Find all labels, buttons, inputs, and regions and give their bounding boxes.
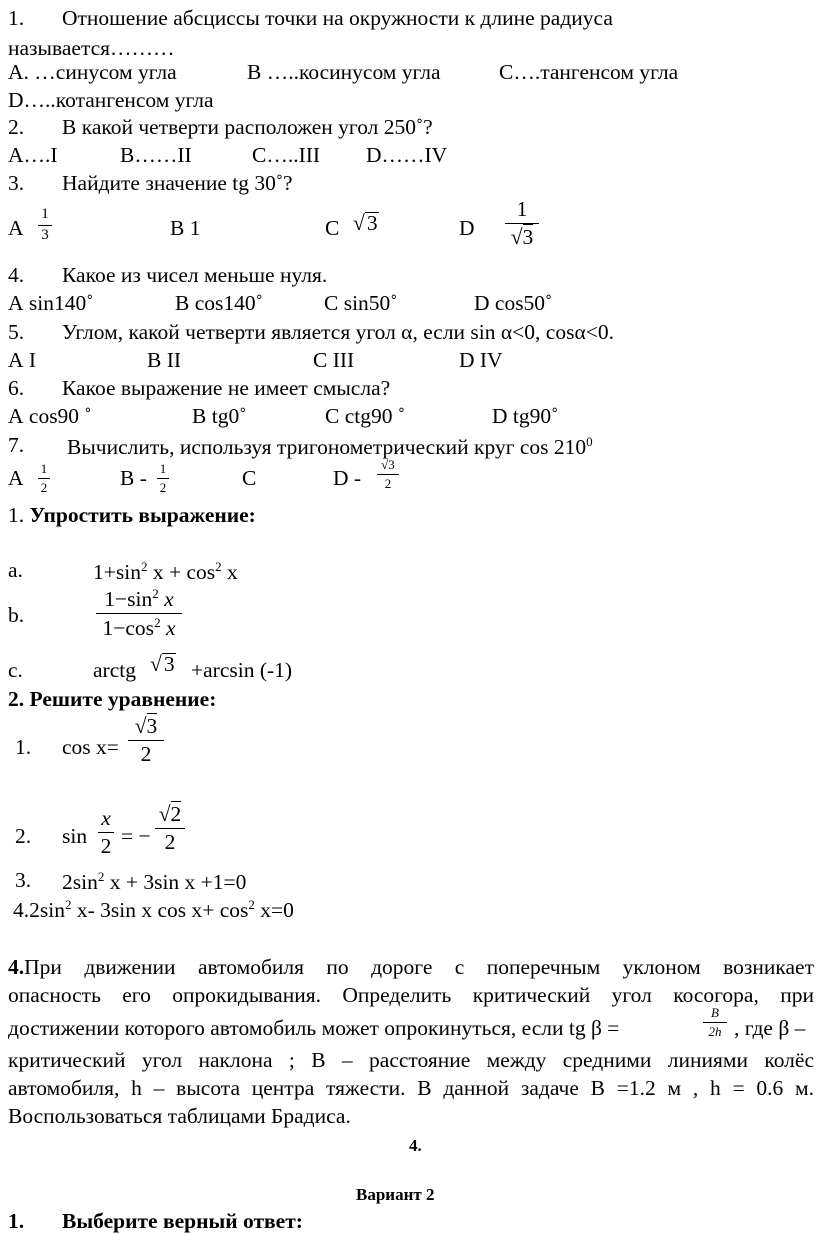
simplify-c-prefix: arctg [93,658,136,682]
simplify-c-suffix: +arcsin (-1) [191,658,293,682]
q7-option-a-label: А [8,466,24,490]
fraction-denominator: 2 [384,475,392,491]
q3-option-c-sqrt [353,212,379,235]
q3-text: Найдите значение tg 30˚? [62,171,293,195]
fraction-bar [128,740,164,741]
q1-option-a: А. …синусом угла [8,60,177,84]
q4-option-b: В cos140˚ [175,291,263,315]
q6-number: 6. [8,376,25,400]
q2-text: В какой четверти расположен угол 250˚? [62,115,433,139]
q7-text: Вычислить, используя тригонометрический круг $\cos 210^0$ [67,434,593,460]
solve-e2-text: sin [62,824,88,848]
q3-option-d-label: D [459,216,475,240]
sqrt-radicand: 3 [366,211,378,235]
problem4-line-5: автомобиля, h – высота центра тяжести. В данной задаче В =1.2 м , h = 0.6 м. [8,1076,814,1100]
fraction-bar [377,474,399,475]
problem4-line-3-suffix: , где β – [734,1016,806,1040]
fraction-denominator: 2 [40,479,48,495]
q5-option-a: А I [8,348,37,372]
q1-text: Отношение абсциссы точки на окружности к длине радиуса [62,6,613,30]
sqrt-sign-icon: √ [150,652,162,676]
q6-option-c: С ctg90 ˚ [325,404,406,428]
fraction-denominator: 2h [708,1023,722,1039]
fraction-bar [157,478,169,479]
q3-option-d-fraction [505,198,539,248]
solve-e2-fraction-rhs [155,803,185,853]
fraction-numerator: 1 [41,206,49,222]
q7-option-b-fraction [157,462,169,494]
problem4-formula-fraction [703,1006,727,1038]
solve-e1-number: 1. [15,735,32,759]
q4-number: 4. [8,263,25,287]
q7-option-d-label: D - [333,466,362,490]
q5-number: 5. [8,320,25,344]
q1-option-c: С….тангенсом угла [499,60,679,84]
fraction-denominator: $1-\cos^2$ x [102,614,176,640]
q1-option-b: В …..косинусом угла [247,60,441,84]
fraction-bar [98,832,114,833]
fraction-numerator: 1 [159,461,167,476]
q5-option-b: В II [147,348,182,372]
q1-number: 1. [8,6,25,30]
simplify-b-label: b. [8,603,25,627]
fraction-numerator: 1 [40,461,48,476]
fraction-numerator: √3 [134,714,158,738]
next-question-title: Выберите верный ответ: [62,1209,303,1233]
sqrt-sign-icon: √ [353,211,365,235]
q4-option-a: А sin140˚ [8,291,94,315]
q7-option-d-fraction [377,458,399,490]
fraction-denominator: 2 [100,833,112,858]
simplify-a-expression: $1+\sin^2$ $x + \cos^2 x$ [93,559,238,585]
q2-number: 2. [8,115,25,139]
q2-option-a: А….I [8,143,58,167]
q2-option-d: D……IV [366,143,448,167]
next-question-number: 1. [8,1209,25,1233]
solve-e2-number: 2. [15,824,32,848]
q6-text: Какое выражение не имеет смысла? [62,376,391,400]
fraction-bar [155,828,185,829]
simplify-b-fraction [96,587,182,639]
fraction-numerator: $1-\sin^2$ x [104,586,174,612]
q7-option-b-label: В - [120,466,147,490]
problem4-line-6: Воспользоваться таблицами Брадиса. [8,1104,351,1128]
fraction-bar [505,223,539,224]
q3-option-a-fraction [38,207,52,244]
q3-number: 3. [8,171,25,195]
section-simplify-heading: 1. Упростить выражение: [8,503,256,527]
fraction-numerator: B [711,1005,719,1020]
q6-option-d: D tg90˚ [492,404,559,428]
fraction-denominator: 2 [140,741,152,766]
solve-e1-text: cos x= [62,735,119,759]
q2-option-b: В……II [120,143,192,167]
sqrt-radicand: 3 [163,652,175,676]
fraction-bar [703,1022,727,1023]
q7-option-c: С [242,466,257,490]
q4-option-d: D cos50˚ [474,291,553,315]
q7-number: 7. [8,433,25,457]
problem4-line-2: опасность его опрокидывания. Определить критический угол косогора, при [8,983,814,1007]
page-number: 4. [409,1136,422,1155]
fraction-numerator: √2 [158,802,182,826]
simplify-c-label: c. [8,658,23,682]
solve-e3-number: 3. [15,868,32,892]
q3-option-c-label: С [325,216,340,240]
fraction-bar [38,225,52,226]
problem4-line-4: критический угол наклона ; В – расстояние между средними линиями колёс [8,1048,814,1072]
problem4-line-1: 4.При движении автомобиля по дороге с поперечным уклоном возникает [8,955,814,979]
fraction-bar [96,613,182,614]
simplify-a-label: a. [8,558,23,582]
q6-option-b: В tg0˚ [192,404,247,428]
solve-e4-text: $4.2\sin^2$ x- 3sin x $\cos x+ \cos^2 x=0$ [13,897,294,923]
solve-e1-fraction [128,715,164,765]
q3-option-b: В 1 [170,216,201,240]
q4-text: Какое из чисел меньше нуля. [62,263,328,287]
solve-e2-equals: = − [121,824,151,848]
q1-option-d: D…..котангенсом угла [8,88,214,112]
q7-option-a-fraction [38,462,50,494]
q5-option-d: D IV [459,348,503,372]
q2-option-c: С…..III [252,143,321,167]
simplify-c-sqrt [150,653,176,676]
variant-heading: Вариант 2 [356,1185,435,1204]
fraction-denominator: 3 [41,226,49,243]
q5-text: Углом, какой четверти является угол α, если sin α<0, cosα<0. [62,320,614,344]
solve-e3-text: $2\sin^2$ x + 3sin x +1=0 [62,869,247,895]
fraction-denominator: 2 [159,479,167,495]
problem4-line-3: достижении которого автомобиль может опрокинуться, если tg β = [8,1016,620,1040]
q4-option-c: С sin50˚ [324,291,398,315]
fraction-numerator: 1 [516,197,528,221]
q6-option-a: А cos90 ˚ [8,404,92,428]
fraction-numerator: √3 [381,457,395,472]
fraction-numerator: x [101,806,111,830]
q3-option-a-label: А [8,216,24,240]
q1-text-cont: называется……… [8,36,175,60]
section-solve-heading: 2. Решите уравнение: [8,687,217,711]
solve-e2-fraction-arg [98,807,114,857]
fraction-bar [38,478,50,479]
fraction-denominator: √3 [510,224,534,249]
fraction-denominator: 2 [164,829,176,854]
q5-option-c: С III [313,348,355,372]
